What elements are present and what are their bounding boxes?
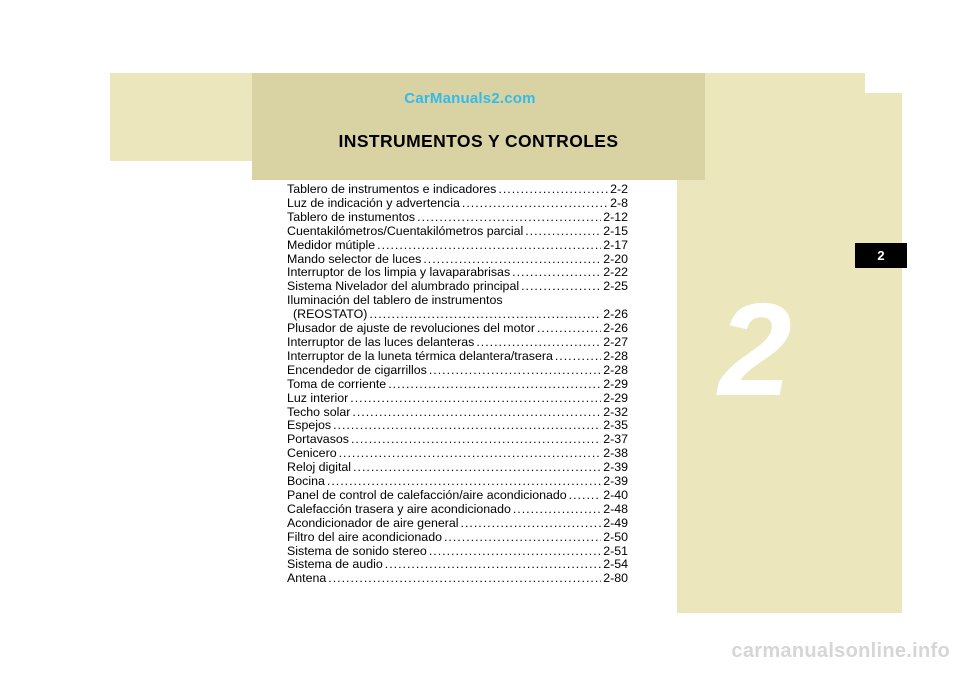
toc-leader [429,364,601,378]
toc-entry-title: Techo solar [287,404,351,419]
toc-entry-title: Luz interior [287,390,349,405]
toc-entry-page: 2-15 [603,223,628,238]
toc-leader [423,253,601,267]
toc-entry-title: Reloj digital [287,460,352,475]
toc-entry-page: 2-39 [603,460,628,475]
toc-leader [429,545,601,559]
toc-leader [512,266,601,280]
toc-leader [327,475,601,489]
toc-entry[interactable] [287,197,628,211]
toc-entry-title: Interruptor de los limpia y lavaparabrisas [287,265,511,280]
toc-entry[interactable] [287,558,628,572]
toc-entry-title: Sistema de sonido stereo [287,543,427,558]
chapter-tab[interactable]: 2 [855,243,907,268]
toc-entry-title: Tablero de instrumentos e indicadores [287,182,497,196]
toc-entry[interactable] [287,419,628,433]
toc-entry-page: 2-26 [603,321,628,336]
toc-leader [388,378,601,392]
toc-entry[interactable] [287,489,628,503]
toc-leader [521,280,601,294]
toc-entry-title: Sistema Nivelador del alumbrado principal [287,279,520,294]
toc-entry-title: Encendedor de cigarrillos [287,362,427,377]
toc-entry[interactable] [287,280,628,294]
toc-leader [353,461,601,475]
toc-leader [351,433,601,447]
toc-leader [569,489,602,503]
toc-entry-page: 2-48 [603,501,628,516]
toc-entry-page: 2-25 [603,279,628,294]
toc-entry-page: 2-29 [603,390,628,405]
toc-leader [352,406,601,420]
toc-leader [333,419,601,433]
toc-leader [417,211,601,225]
toc-entry-page: 2-35 [603,418,628,433]
toc-entry[interactable] [287,336,628,350]
toc-entry[interactable] [287,447,628,461]
section-title: INSTRUMENTOS Y CONTROLES [338,131,619,151]
toc-leader [513,503,601,517]
watermark-top[interactable]: CarManuals2.com [404,90,536,107]
toc-entry[interactable] [287,406,628,420]
toc-entry[interactable] [287,503,628,517]
toc-entry[interactable] [287,183,628,197]
toc-entry[interactable] [287,364,628,378]
toc-entry-title: Calefacción trasera y aire acondicionado [287,501,511,516]
toc-entry-title: Interruptor de la luneta térmica delantera/trasera [287,348,553,363]
toc-leader [537,322,601,336]
toc-entry[interactable] [287,225,628,239]
toc-entry-page: 2-12 [603,209,628,224]
toc-entry-title: Cuentakilómetros/Cuentakilómetros parcial [287,223,524,238]
toc-leader [350,392,601,406]
toc-entry-page: 2-51 [603,543,628,558]
toc-entry-title: Portavasos [287,432,349,447]
toc-entry-page: 2-28 [603,348,628,363]
toc-entry-page: 2-38 [603,446,628,461]
toc-entry-page: 2-50 [603,529,628,544]
toc-leader [555,350,601,364]
toc-leader [444,531,601,545]
toc-entry-title: Iluminación del tablero de instrumentos [287,293,503,308]
toc-leader [339,447,602,461]
toc-entry-page: 2-2 [610,182,628,196]
toc-entry-title: (REOSTATO) [293,307,368,322]
toc-entry[interactable] [287,253,628,267]
toc-entry-page: 2-26 [603,307,628,322]
toc-leader [462,197,608,211]
toc-entry-title: Bocina [287,474,325,489]
toc-entry-title: Tablero de instumentos [287,209,416,224]
toc-entry[interactable] [287,322,628,336]
toc-entry[interactable] [287,350,628,364]
toc-leader [385,558,601,572]
toc-entry-page: 2-54 [603,557,628,572]
toc-entry-page: 2-49 [603,515,628,530]
toc-entry[interactable] [287,392,628,406]
toc-entry-title: Acondicionador de aire general [287,515,459,530]
toc-entry[interactable] [287,433,628,447]
toc-entry-heading [287,294,628,308]
toc-entry-page: 2-8 [610,195,628,210]
toc-entry-page: 2-27 [603,334,628,349]
toc-entry-page: 2-20 [603,251,628,266]
toc-entry-title: Cenicero [287,446,337,461]
toc-entry[interactable] [287,308,628,322]
toc-entry[interactable] [287,266,628,280]
toc-leader [476,336,601,350]
toc-entry[interactable] [287,545,628,559]
toc-entry-title: Antena [287,571,327,586]
toc-leader [525,225,601,239]
chapter-number: 2 [718,276,792,423]
toc-leader [369,308,601,322]
toc-entry-page: 2-28 [603,362,628,377]
toc-entry-page: 2-40 [603,487,628,502]
toc-entry-page: 2-39 [603,474,628,489]
toc-entry-page: 2-17 [603,237,628,252]
toc-leader [461,517,602,531]
toc-entry-title: Medidor mútiple [287,237,376,252]
toc-entry[interactable] [287,461,628,475]
toc-entry-title: Luz de indicación y advertencia [287,195,460,210]
toc-entry[interactable] [287,572,628,586]
toc-leader [498,183,608,197]
toc-entry-title: Plusador de ajuste de revoluciones del motor [287,321,535,336]
toc-entry-page: 2-37 [603,432,628,447]
header-band-right [705,73,865,93]
toc-entry-title: Toma de corriente [287,376,387,391]
toc-entry-title: Mando selector de luces [287,251,422,266]
toc-entry-title: Interruptor de las luces delanteras [287,334,475,349]
toc-entry-page: 2-29 [603,376,628,391]
toc-entry[interactable] [287,517,628,531]
toc-entry[interactable] [287,239,628,253]
toc-entry-page: 2-32 [603,404,628,419]
table-of-contents [287,183,628,586]
toc-entry-title: Sistema de audio [287,557,383,572]
toc-entry-title: Espejos [287,418,332,433]
toc-leader [328,572,601,586]
toc-entry[interactable] [287,475,628,489]
header-band-left [110,73,252,161]
toc-entry[interactable] [287,211,628,225]
toc-entry-page: 2-80 [603,571,628,586]
toc-entry-page: 2-22 [603,265,628,280]
toc-entry-title: Filtro del aire acondicionado [287,529,442,544]
toc-entry[interactable] [287,378,628,392]
watermark-bottom[interactable]: carmanualsonline.info [731,640,950,662]
toc-entry[interactable] [287,531,628,545]
toc-leader [377,239,601,253]
toc-entry-title: Panel de control de calefacción/aire acondicionado [287,487,567,502]
